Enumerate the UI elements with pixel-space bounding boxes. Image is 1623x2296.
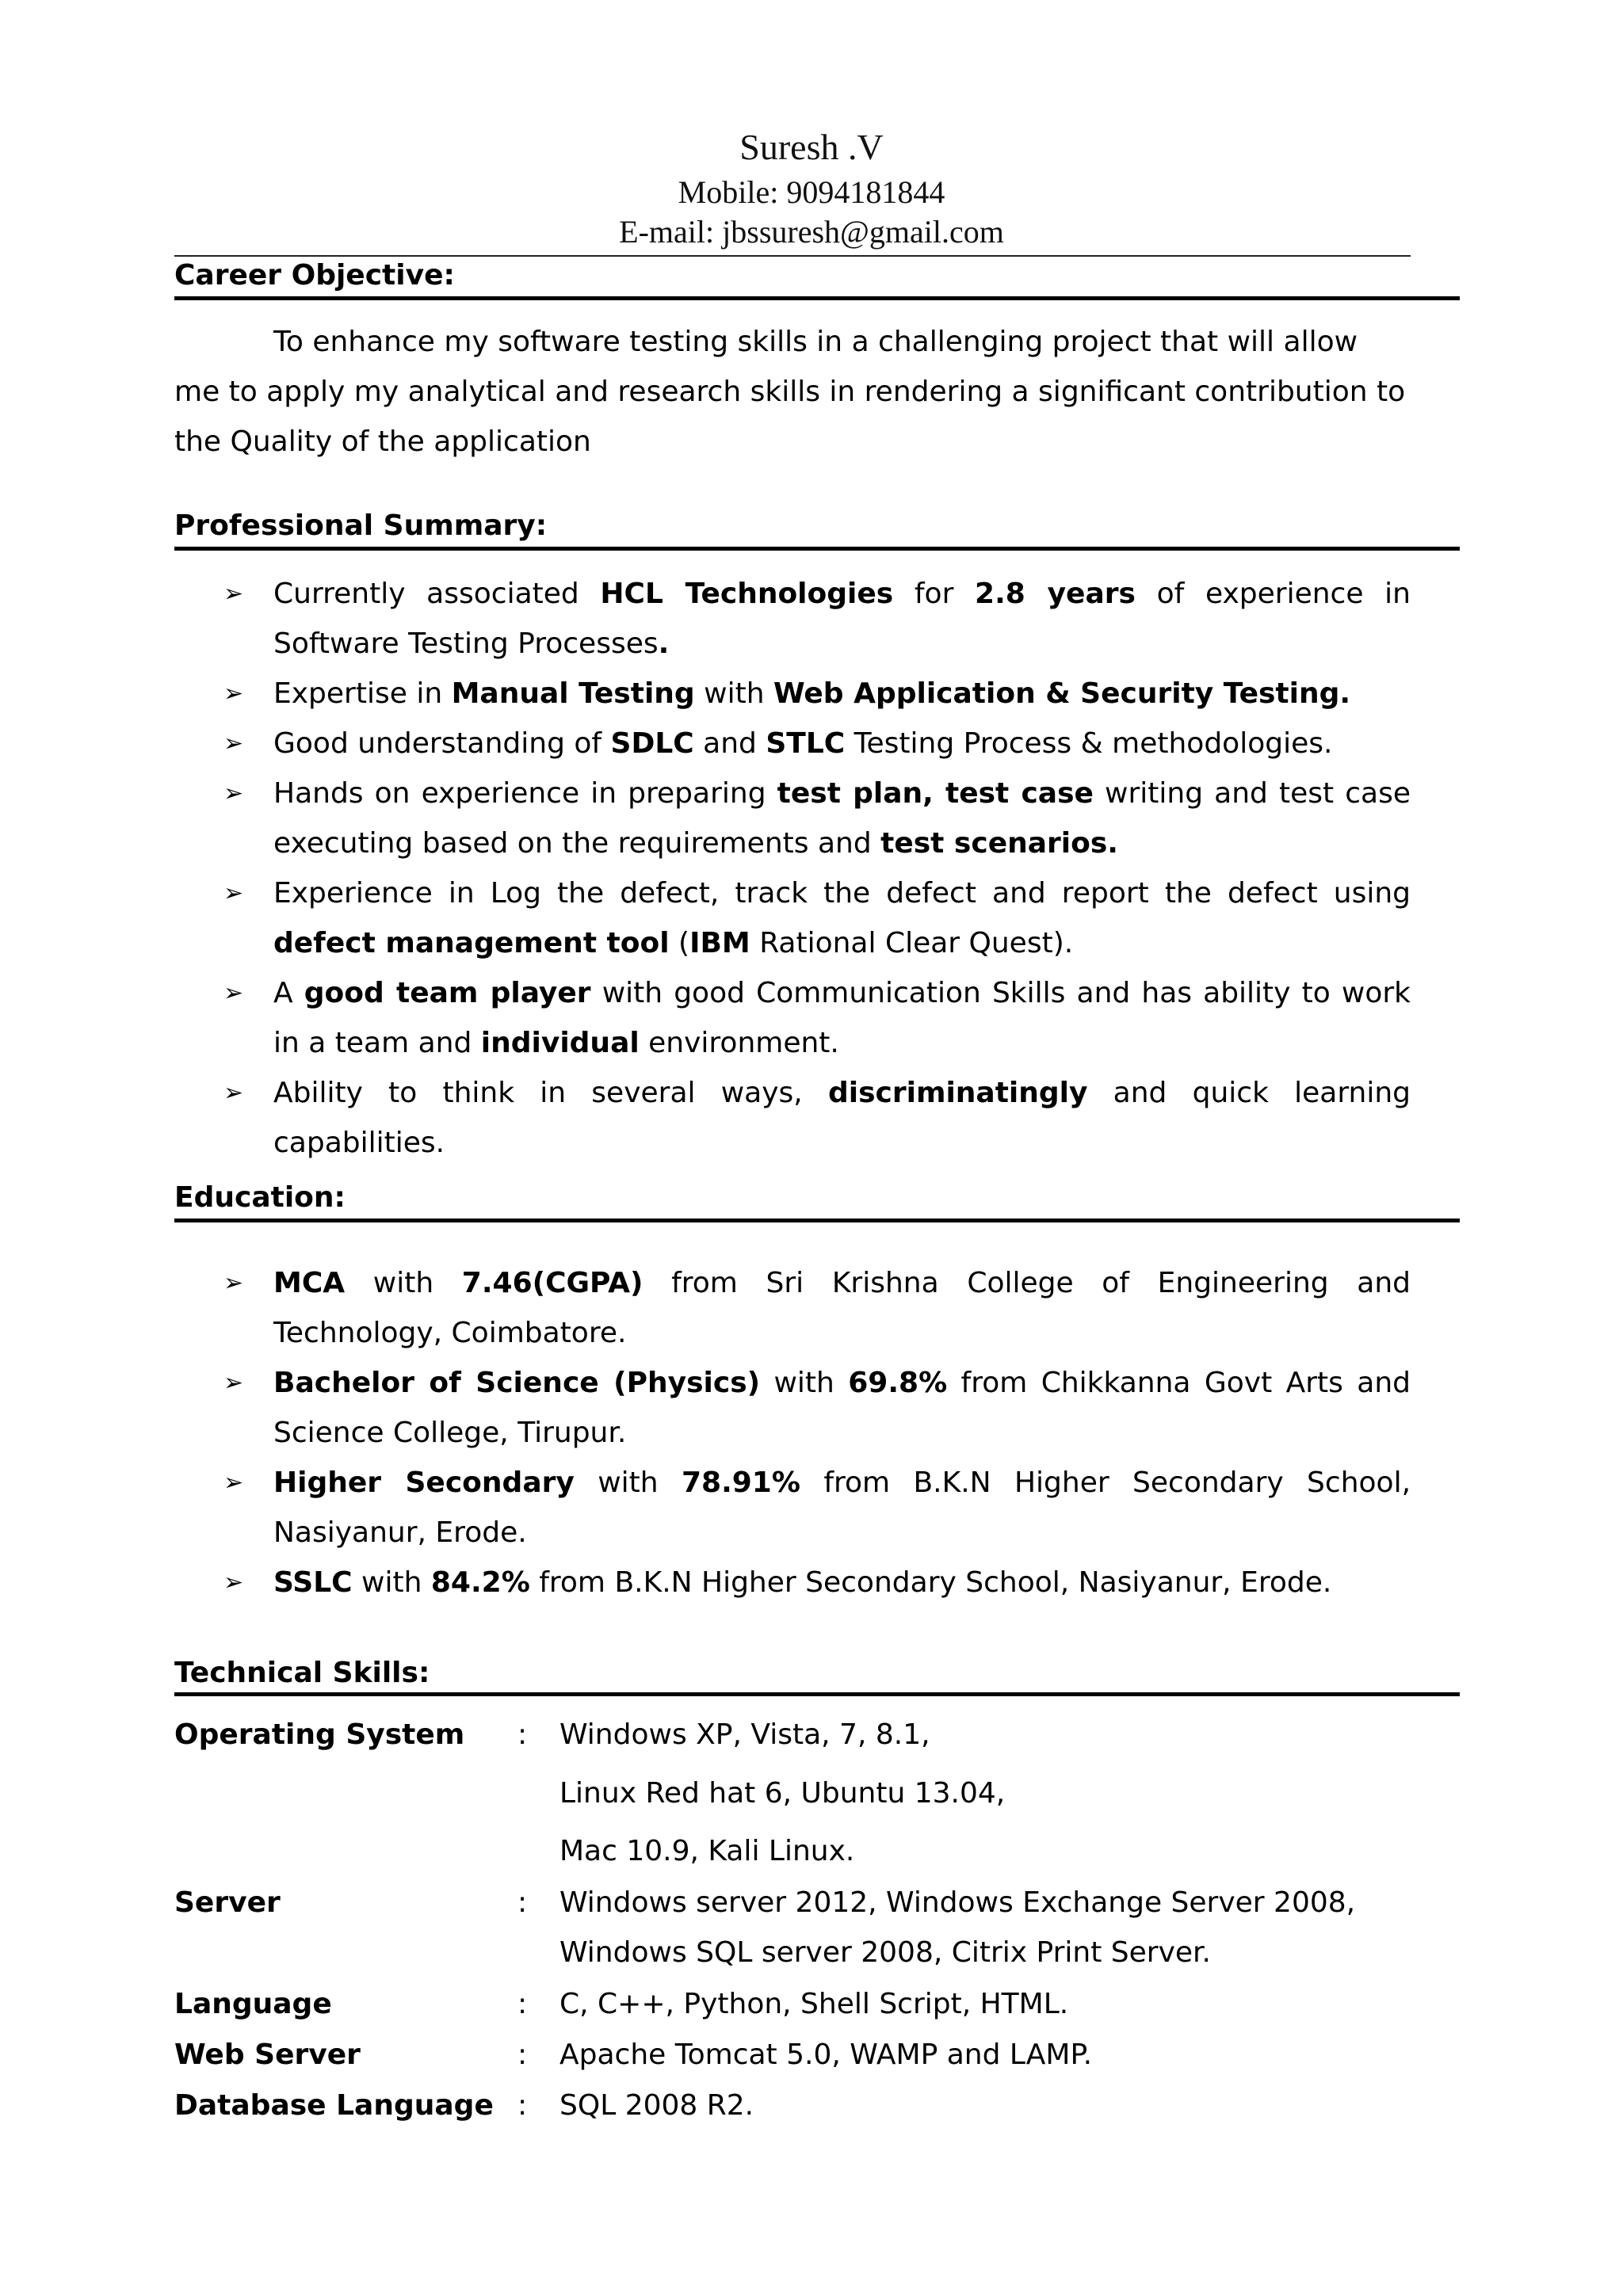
- text-run: Ability to think in several ways,: [273, 1077, 828, 1109]
- text-run: Expertise in: [273, 677, 452, 710]
- text-run: Rational Clear Quest).: [750, 927, 1074, 959]
- bold-text: 69.8%: [848, 1367, 948, 1399]
- email-address: E-mail: jbssuresh@gmail.com: [619, 214, 1004, 250]
- professional-summary-rule: [174, 547, 1460, 551]
- candidate-name: Suresh .V: [739, 127, 884, 167]
- text-run: Experience in Log the defect, track the defect and report the defect using: [273, 877, 1411, 910]
- bold-text: 78.91%: [681, 1466, 800, 1499]
- header-divider: [174, 255, 1411, 257]
- bold-text: STLC: [766, 727, 846, 760]
- text-run: and quick learning capabilities.: [273, 1077, 1411, 1159]
- education-item: [174, 1358, 1411, 1458]
- text-run: with good Communication Skills and has ability to work in a team and: [273, 977, 1411, 1059]
- skill-value: Apache Tomcat 5.0, WAMP and LAMP.: [559, 2039, 1093, 2071]
- text-run: environment.: [639, 1027, 839, 1059]
- summary-item: [174, 669, 1411, 719]
- bold-text: 84.2%: [430, 1566, 530, 1599]
- summary-item: [174, 868, 1411, 968]
- text-run: with: [760, 1367, 849, 1399]
- career-objective-rule: [174, 296, 1460, 300]
- arrow-bullet-icon: ➢: [223, 1269, 244, 1297]
- arrow-bullet-icon: ➢: [223, 1369, 244, 1397]
- bold-text: good team player: [304, 977, 591, 1009]
- technical-skills-rule: [174, 1692, 1460, 1696]
- bold-text: Manual Testing: [451, 677, 695, 710]
- skill-value: SQL 2008 R2.: [559, 2089, 754, 2122]
- text-run: writing and test case executing based on the requirements and: [273, 777, 1411, 860]
- career-objective-text: To enhance my software testing skills in a challenging project that will allow me to apply my analytical and research skills in rendering a significant contribution to the Quality of the application: [174, 326, 1406, 458]
- text-run: from Chikkanna Govt Arts and Science College, Tirupur.: [273, 1367, 1411, 1449]
- text-run: from B.K.N Higher Secondary School, Nasiyanur, Erode.: [529, 1566, 1332, 1599]
- skill-label: Operating System: [174, 1718, 465, 1751]
- arrow-bullet-icon: ➢: [223, 1469, 244, 1497]
- summary-item: [174, 1068, 1411, 1168]
- skill-value: Linux Red hat 6, Ubuntu 13.04,: [559, 1777, 1006, 1810]
- education-rule: [174, 1219, 1460, 1222]
- bold-text: HCL Technologies: [600, 578, 894, 610]
- education-item: [174, 1558, 1411, 1608]
- text-run: for: [893, 578, 976, 610]
- text-run: and: [693, 727, 766, 760]
- technical-skills-heading: Technical Skills:: [174, 1657, 430, 1689]
- skill-label: Server: [174, 1886, 281, 1919]
- bold-text: 2.8 years: [975, 578, 1136, 610]
- arrow-bullet-icon: ➢: [223, 979, 244, 1007]
- bold-text: defect management tool: [273, 927, 670, 959]
- professional-summary-list: [174, 569, 1411, 1168]
- text-run: Currently associated: [273, 578, 601, 610]
- arrow-bullet-icon: ➢: [223, 1569, 244, 1596]
- skill-label: Web Server: [174, 2039, 361, 2071]
- text-run: A: [273, 977, 304, 1009]
- bold-text: MCA: [273, 1267, 346, 1299]
- mobile-number: Mobile: 9094181844: [678, 174, 945, 210]
- education-item: [174, 1458, 1411, 1558]
- arrow-bullet-icon: ➢: [223, 730, 244, 757]
- text-run: of experience in Software Testing Processes: [273, 578, 1411, 660]
- bold-text: test scenarios.: [880, 827, 1118, 860]
- skill-value: Mac 10.9, Kali Linux.: [559, 1835, 855, 1867]
- summary-item: [174, 968, 1411, 1068]
- skill-colon: :: [517, 1988, 528, 2020]
- bold-text: SSLC: [273, 1566, 353, 1599]
- bold-text: discriminatingly: [827, 1077, 1088, 1109]
- arrow-bullet-icon: ➢: [223, 580, 244, 608]
- skill-label: Language: [174, 1988, 332, 2020]
- text-run: from B.K.N Higher Secondary School, Nasiyanur, Erode.: [273, 1466, 1411, 1549]
- skill-value: Windows XP, Vista, 7, 8.1,: [559, 1718, 930, 1751]
- text-run: Good understanding of: [273, 727, 611, 760]
- text-run: from Sri Krishna College of Engineering and Technology, Coimbatore.: [273, 1267, 1411, 1349]
- skill-colon: :: [517, 1718, 528, 1751]
- bold-text: individual: [480, 1027, 640, 1059]
- bold-text: .: [658, 627, 670, 660]
- text-run: with: [352, 1566, 431, 1599]
- text-run: Testing Process & methodologies.: [845, 727, 1333, 760]
- bold-text: Web Application & Security Testing.: [773, 677, 1351, 710]
- education-heading: Education:: [174, 1181, 346, 1214]
- summary-item: [174, 569, 1411, 669]
- bold-text: Higher Secondary: [273, 1466, 575, 1499]
- education-item: [174, 1258, 1411, 1358]
- bold-text: 7.46(CGPA): [461, 1267, 643, 1299]
- skill-value: C, C++, Python, Shell Script, HTML.: [559, 1988, 1069, 2020]
- text-run: with: [345, 1267, 462, 1299]
- text-run: with: [574, 1466, 682, 1499]
- arrow-bullet-icon: ➢: [223, 1079, 244, 1107]
- text-run: with: [694, 677, 773, 710]
- bold-text: IBM: [689, 927, 750, 959]
- text-run: Hands on experience in preparing: [273, 777, 777, 810]
- arrow-bullet-icon: ➢: [223, 780, 244, 807]
- summary-item: [174, 719, 1411, 769]
- skill-value: Windows server 2012, Windows Exchange Server 2008, Windows SQL server 2008, Citrix Print Server.: [559, 1886, 1356, 1969]
- education-list: [174, 1258, 1411, 1608]
- bold-text: test plan, test case: [777, 777, 1094, 810]
- text-run: (: [669, 927, 690, 959]
- skill-colon: :: [517, 1886, 528, 1919]
- summary-item: [174, 769, 1411, 868]
- professional-summary-heading: Professional Summary:: [174, 509, 548, 542]
- skill-colon: :: [517, 2089, 528, 2122]
- career-objective-heading: Career Objective:: [174, 259, 455, 292]
- skill-label: Database Language: [174, 2089, 494, 2122]
- skill-colon: :: [517, 2039, 528, 2071]
- bold-text: SDLC: [610, 727, 694, 760]
- arrow-bullet-icon: ➢: [223, 879, 244, 907]
- arrow-bullet-icon: ➢: [223, 680, 244, 707]
- bold-text: Bachelor of Science (Physics): [273, 1367, 761, 1399]
